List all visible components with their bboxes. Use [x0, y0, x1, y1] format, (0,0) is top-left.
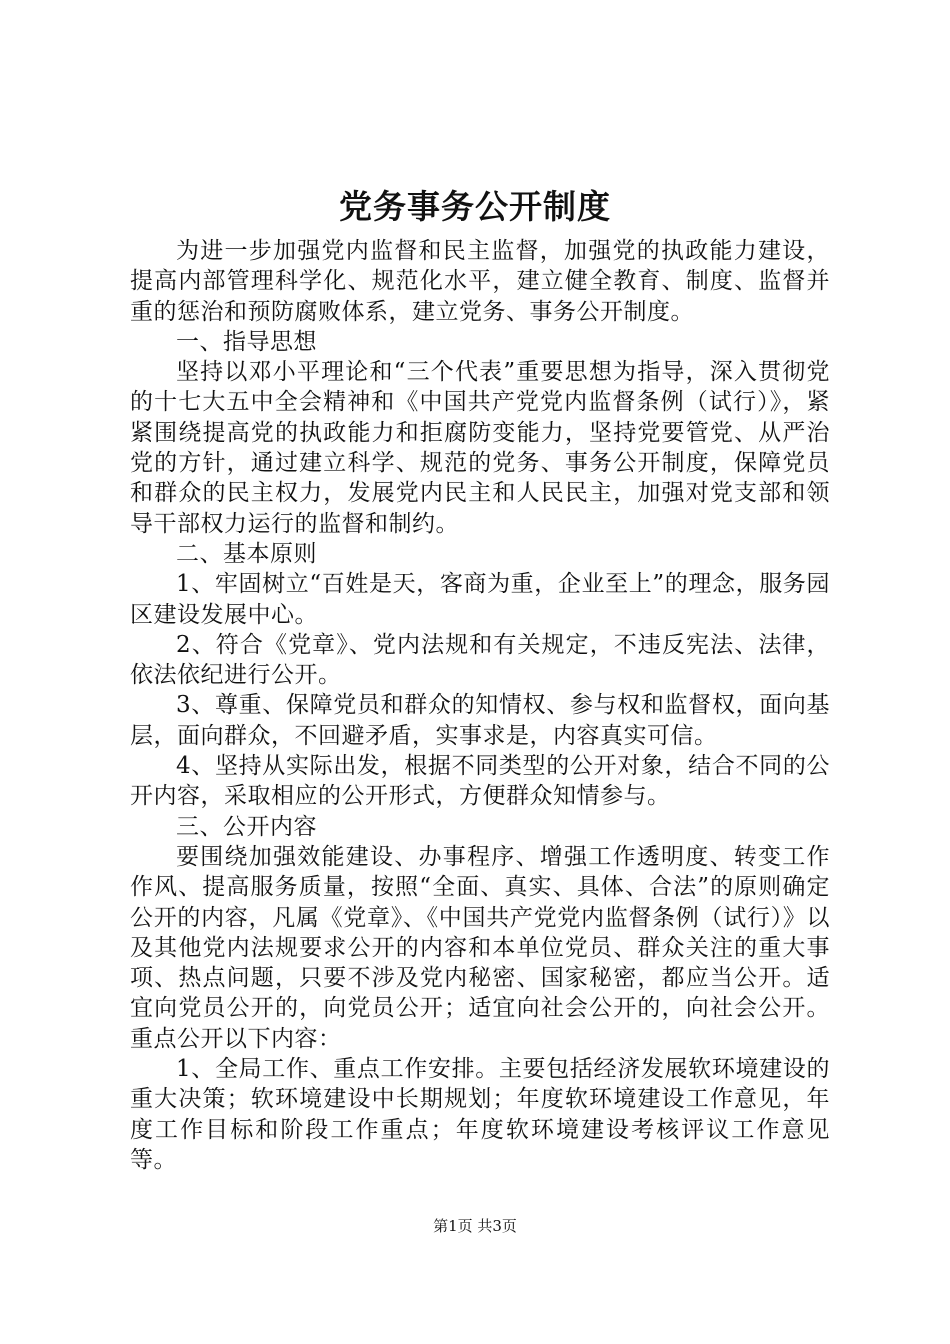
- section-heading-2: 二、基本原则: [176, 540, 317, 567]
- principle-2: 2、符合《党章》、党内法规和有关规定，不违反宪法、法律，依法依纪进行公开。: [130, 631, 830, 689]
- document-body: [130, 236, 830, 1175]
- page-footer: 第1页 共3页: [433, 1217, 517, 1235]
- paragraph-guiding-thought: 坚持以邓小平理论和“三个代表”重要思想为指导，深入贯彻党的十七大五中全会精神和《中国共产党党内监督条例（试行）》，紧紧围绕提高党的执政能力和拒腐防变能力，坚持党要管党、从严治党的方针，通过建立科学、规范的党务、事务公开制度，保障党员和群众的民主权力，发展党内民主和人民民主，加强对党支部和领导干部权力运行的监督和制约。: [130, 359, 830, 537]
- principle-3: 3、尊重、保障党员和群众的知情权、参与权和监督权，面向基层，面向群众，不回避矛盾，实事求是，内容真实可信。: [130, 692, 830, 749]
- section-heading-3: 三、公开内容: [176, 813, 317, 840]
- principle-1: 1、牢固树立“百姓是天，客商为重，企业至上”的理念，服务园区建设发展中心。: [130, 571, 830, 628]
- content-item-1: 1、全局工作、重点工作安排。主要包括经济发展软环境建设的重大决策；软环境建设中长期规划；年度软环境建设工作意见，年度工作目标和阶段工作重点；年度软环境建设考核评议工作意见等。: [130, 1056, 830, 1173]
- document-title: 党务事务公开制度: [339, 187, 611, 226]
- principle-4: 4、坚持从实际出发，根据不同类型的公开对象，结合不同的公开内容，采取相应的公开形式，方便群众知情参与。: [130, 753, 830, 810]
- paragraph-disclosure-content: 要围绕加强效能建设、办事程序、增强工作透明度、转变工作作风、提高服务质量，按照“全面、真实、具体、合法”的原则确定公开的内容，凡属《党章》、《中国共产党党内监督条例（试行）》以及其他党内法规要求公开的内容和本单位党员、群众关注的重大事项、热点问题，只要不涉及党内秘密、国家秘密，都应当公开。适宜向党员公开的，向党员公开；适宜向社会公开的，向社会公开。重点公开以下内容：: [130, 843, 830, 1052]
- section-heading-1: 一、指导思想: [176, 328, 317, 355]
- paragraph-intro: 为进一步加强党内监督和民主监督，加强党的执政能力建设，提高内部管理科学化、规范化水平，建立健全教育、制度、监督并重的惩治和预防腐败体系，建立党务、事务公开制度。: [130, 238, 830, 325]
